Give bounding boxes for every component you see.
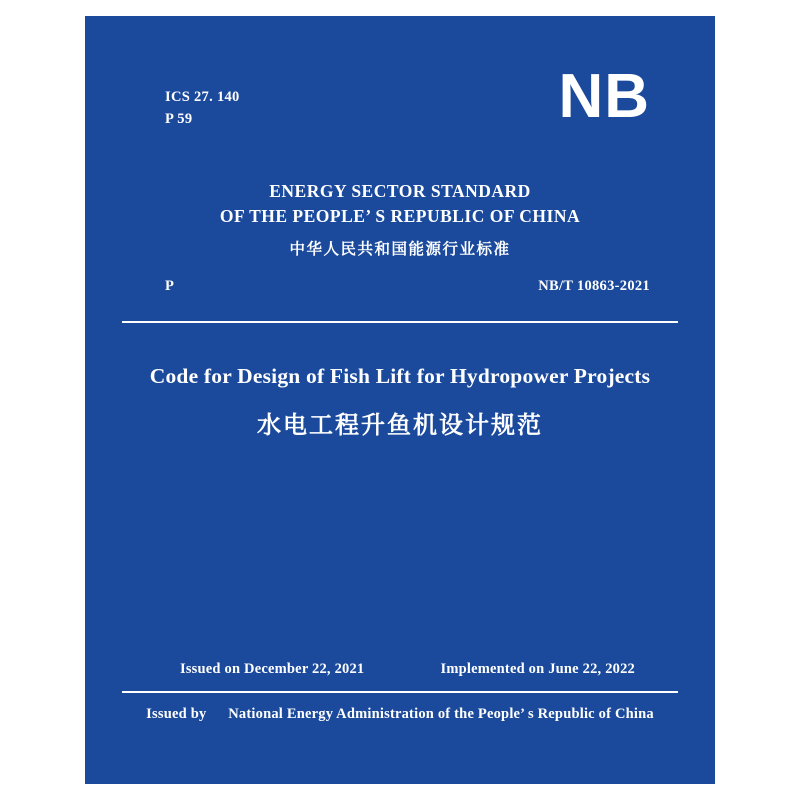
organization-english-line-2: OF THE PEOPLE’ S REPUBLIC OF CHINA: [219, 205, 581, 226]
ics-code: ICS 27. 140: [165, 89, 240, 105]
organization-chinese: 中华人民共和国能源行业标准: [289, 239, 511, 258]
title-english: Code for Design of Fish Lift for Hydropower Projects: [149, 364, 651, 388]
divider-bottom: [122, 691, 678, 693]
standard-meta-row: [165, 278, 650, 295]
issuing-organization: [85, 179, 715, 259]
title-chinese: 水电工程升鱼机设计规范: [257, 411, 543, 439]
issuer-row: [85, 706, 715, 723]
classification-codes: [165, 86, 240, 131]
issued-by-label: Issued by: [146, 706, 207, 722]
classification-code: P 59: [165, 111, 193, 128]
nb-logo: NB: [558, 62, 650, 131]
dates-row: [180, 661, 635, 678]
implementation-date: Implemented on June 22, 2022: [440, 661, 635, 677]
issue-date: Issued on December 22, 2021: [180, 661, 365, 677]
issued-by-value: National Energy Administration of the People’ s Republic of China: [228, 706, 654, 722]
category-letter: P: [165, 278, 175, 294]
title-block: [85, 364, 715, 440]
divider-top: [122, 321, 678, 323]
standard-number: NB/T 10863-2021: [538, 278, 650, 294]
standard-cover: [85, 16, 715, 784]
organization-english-line-1: ENERGY SECTOR STANDARD: [269, 181, 531, 201]
